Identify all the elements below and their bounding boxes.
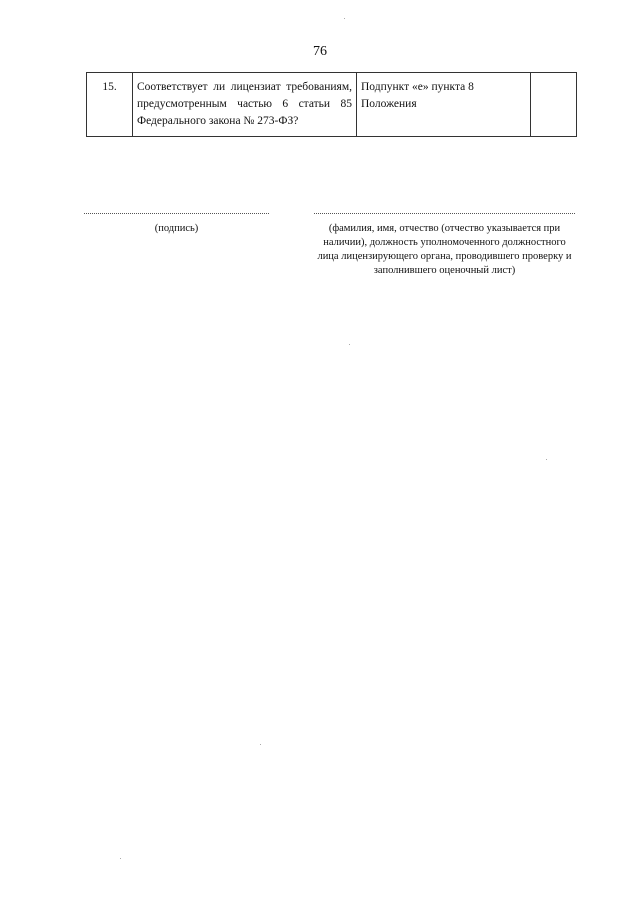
name-position-caption: (фамилия, имя, отчество (отчество указывается при наличии), должность уполномоченного должностного лица лицензирующего органа, проводившего проверку и заполнившего оценочный лист) <box>317 223 572 276</box>
scan-speck <box>344 18 345 19</box>
page-number: 76 <box>313 44 327 59</box>
question-cell: Соответствует ли лицензиат требованиям, предусмотренным частью 6 статьи 85 Федерального закона № 273-ФЗ? <box>133 73 357 137</box>
table-row <box>87 73 577 137</box>
row-number-cell: 15. <box>87 73 133 137</box>
scan-speck <box>260 744 261 745</box>
scan-speck <box>349 344 350 345</box>
signature-caption: (подпись) <box>154 223 199 234</box>
scan-speck <box>546 459 547 460</box>
signature-line <box>84 213 269 214</box>
legal-basis-cell: Подпункт «е» пункта 8 Положения <box>357 73 531 137</box>
scan-speck <box>120 858 121 859</box>
answer-cell <box>531 73 577 137</box>
name-position-line <box>314 213 575 214</box>
criteria-table <box>86 72 577 137</box>
